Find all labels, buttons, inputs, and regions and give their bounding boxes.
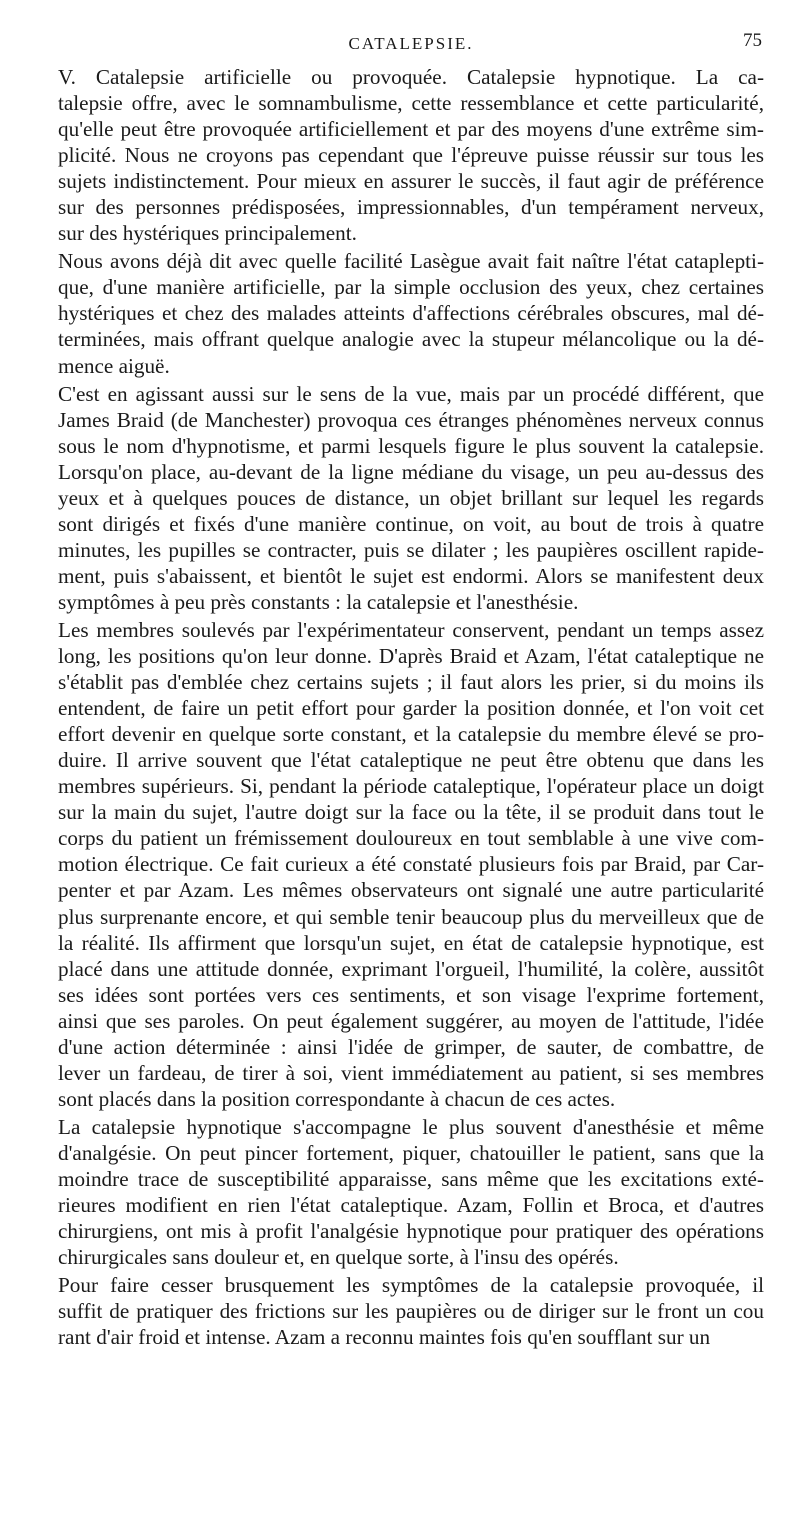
- text-line: Nous avons déjà dit avec quelle facilité Lasègue avait fait naître l'état cataplepti-: [58, 249, 764, 274]
- text-line: James Braid (de Manchester) provoqua ces étranges phénomènes nerveux connus: [58, 407, 764, 432]
- text-line: Les membres soulevés par l'expérimentateur conservent, pendant un temps assez: [58, 617, 764, 642]
- running-title: CATALEPSIE.: [348, 34, 474, 53]
- text-line: La catalepsie hypnotique s'accompagne le plus souvent d'anesthésie et même: [58, 1114, 764, 1139]
- text-line: placé dans une attitude donnée, exprimant l'orgueil, l'humilité, la colère, aussitôt: [58, 956, 764, 981]
- paragraph: [58, 64, 764, 246]
- text-line: long, les positions qu'on leur donne. D'après Braid et Azam, l'état cataleptique ne: [58, 644, 764, 669]
- page-number: 75: [743, 30, 762, 51]
- text-line: Lorsqu'on place, au-devant de la ligne médiane du visage, un peu au-dessus des: [58, 459, 764, 484]
- text-line: d'analgésie. On peut pincer fortement, piquer, chatouiller le patient, sans que la: [58, 1140, 764, 1165]
- text-line: motion électrique. Ce fait curieux a été constaté plusieurs fois par Braid, par Car-: [58, 852, 764, 877]
- text-line: sont placés dans la position correspondante à chacun de ces actes.: [58, 1086, 616, 1111]
- text-line: V. Catalepsie artificielle ou provoquée. Catalepsie hypnotique. La ca-: [58, 65, 764, 89]
- text-line: penter et par Azam. Les mêmes observateurs ont signalé une autre particularité: [58, 878, 764, 903]
- text-line: que, d'une manière artificielle, par la simple occlusion des yeux, chez certaines: [58, 275, 764, 300]
- text-line: terminées, mais offrant quelque analogie avec la stupeur mélancolique ou la dé-: [58, 327, 764, 352]
- text-line: chirurgiens, ont mis à profit l'analgésie hypnotique pour pratiquer des opérations: [58, 1219, 764, 1244]
- text-line: Pour faire cesser brusquement les symptômes de la catalepsie provoquée, il: [58, 1273, 764, 1298]
- text-line: membres supérieurs. Si, pendant la période cataleptique, l'opérateur place un doigt: [58, 774, 764, 799]
- text-line: sujets indistinctement. Pour mieux en assurer le succès, il faut agir de préférence: [58, 169, 764, 194]
- paragraph: [58, 1272, 764, 1350]
- text-line: effort devenir en quelque sorte constant, et la catalepsie du membre élevé se pro-: [58, 722, 764, 747]
- text-line: ainsi que ses paroles. On peut également suggérer, au moyen de l'attitude, l'idée: [58, 1008, 764, 1033]
- text-line: moindre trace de susceptibilité apparaisse, sans même que les excitations exté-: [58, 1166, 764, 1191]
- text-line: entendent, de faire un petit effort pour garder la position donnée, et l'on voit cet: [58, 696, 764, 721]
- text-line: mence aiguë.: [58, 353, 170, 378]
- text-line: rieures modifient en rien l'état cataleptique. Azam, Follin et Broca, et d'autres: [58, 1193, 764, 1218]
- text-line: sur des personnes prédisposées, impressionnables, d'un tempérament nerveux,: [58, 195, 764, 220]
- text-line: C'est en agissant aussi sur le sens de la vue, mais par un procédé différent, que: [58, 381, 764, 406]
- text-line: ment, puis s'abaissent, et bientôt le sujet est endormi. Alors se manifestent deux: [58, 563, 764, 588]
- document-page: [58, 28, 764, 1352]
- paragraph: [58, 248, 764, 378]
- text-line: duire. Il arrive souvent que l'état cataleptique ne peut être obtenu que dans les: [58, 748, 764, 773]
- text-line: sur des hystériques principalement.: [58, 221, 357, 246]
- text-line: suffit de pratiquer des frictions sur les paupières ou de diriger sur le front un cou: [58, 1299, 764, 1324]
- body-text: [58, 64, 764, 1350]
- paragraph: [58, 381, 764, 615]
- text-line: s'établit pas d'emblée chez certains sujets ; il faut alors les prier, si du moins ils: [58, 670, 764, 695]
- text-line: plus surprenante encore, et qui semble tenir beaucoup plus du merveilleux que de: [58, 904, 764, 929]
- text-line: qu'elle peut être provoquée artificiellement et par des moyens d'une extrême sim-: [58, 117, 764, 142]
- text-line: hystériques et chez des malades atteints d'affections cérébrales obscures, mal dé-: [58, 301, 764, 326]
- text-line: rant d'air froid et intense. Azam a reconnu maintes fois qu'en soufflant sur un: [58, 1325, 711, 1350]
- paragraph: [58, 617, 764, 1112]
- text-line: ses idées sont portées vers ces sentiments, et son visage l'exprime fortement,: [58, 982, 764, 1007]
- paragraph: [58, 1114, 764, 1270]
- text-line: talepsie offre, avec le somnambulisme, cette ressemblance et cette particularité,: [58, 91, 764, 116]
- text-line: symptômes à peu près constants : la catalepsie et l'anesthésie.: [58, 589, 579, 614]
- text-line: minutes, les pupilles se contracter, puis se dilater ; les paupières oscillent rapide-: [58, 537, 764, 562]
- page-header: [58, 28, 764, 64]
- text-line: corps du patient un frémissement douloureux en tout semblable à une vive com-: [58, 826, 764, 851]
- text-line: sont dirigés et fixés d'une manière continue, on voit, au bout de trois à quatre: [58, 511, 764, 536]
- text-line: plicité. Nous ne croyons pas cependant que l'épreuve puisse réussir sur tous les: [58, 143, 764, 168]
- text-line: sur la main du sujet, l'autre doigt sur la face ou la tête, il se produit dans tout le: [58, 800, 764, 825]
- text-line: chirurgicales sans douleur et, en quelque sorte, à l'insu des opérés.: [58, 1245, 619, 1270]
- text-line: d'une action déterminée : ainsi l'idée de grimper, de sauter, de combattre, de: [58, 1034, 764, 1059]
- text-line: lever un fardeau, de tirer à soi, vient immédiatement au patient, si ses membres: [58, 1060, 764, 1085]
- text-line: la réalité. Ils affirment que lorsqu'un sujet, en état de catalepsie hypnotique, est: [58, 930, 764, 955]
- text-line: sous le nom d'hypnotisme, et parmi lesquels figure le plus souvent la catalepsie.: [58, 433, 764, 458]
- text-line: yeux et à quelques pouces de distance, un objet brillant sur lequel les regards: [58, 485, 764, 510]
